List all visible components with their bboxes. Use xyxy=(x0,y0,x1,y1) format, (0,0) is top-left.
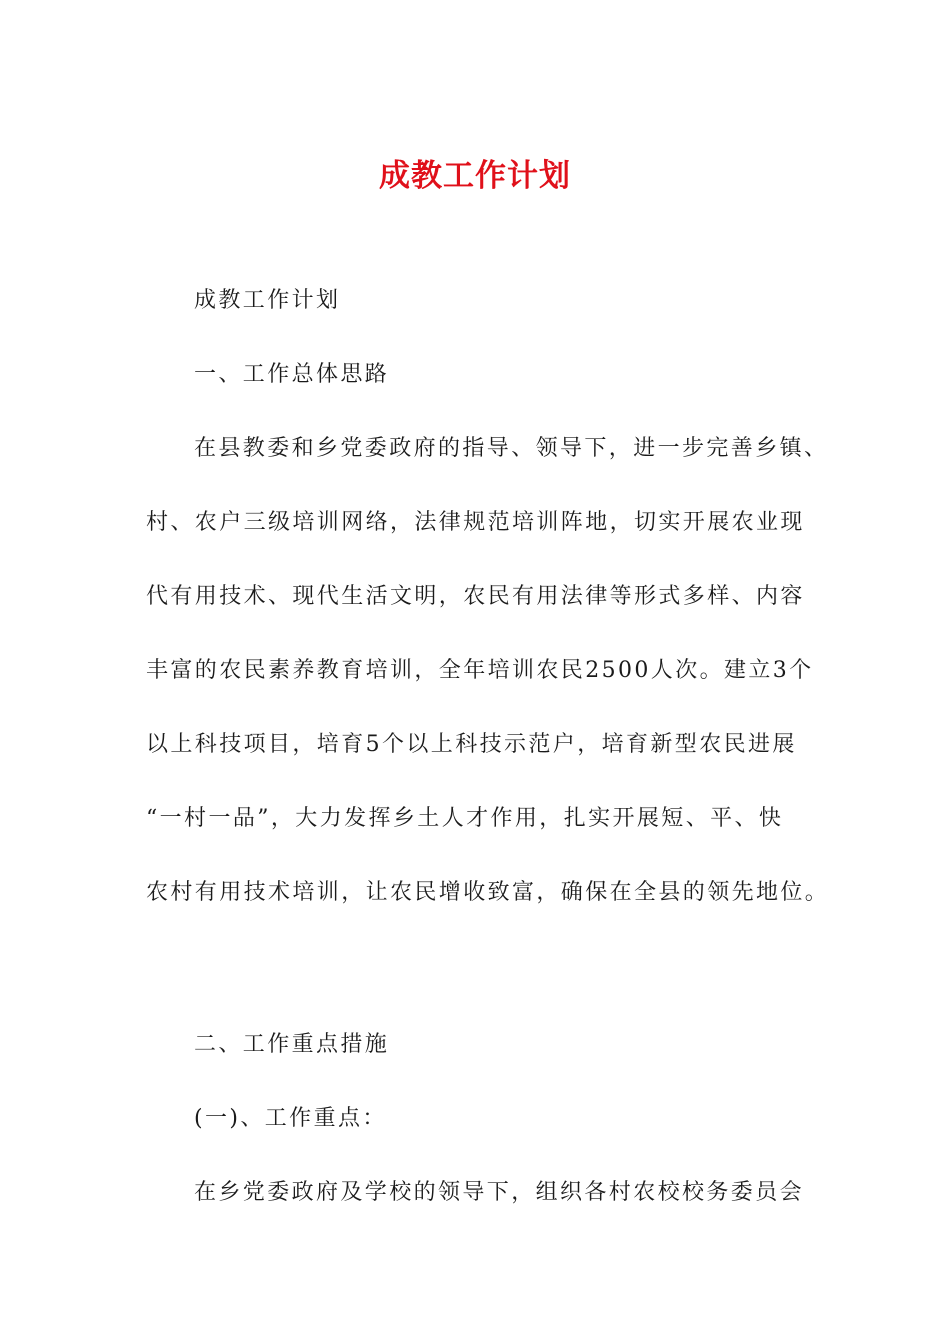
subtitle-line: 成教工作计划 xyxy=(194,288,341,313)
paragraph-line: 农村有用技术培训，让农民增收致富，确保在全县的领先地位。 xyxy=(146,880,830,905)
section-heading-1: 一、工作总体思路 xyxy=(194,362,390,387)
section-heading-2: 二、工作重点措施 xyxy=(194,1032,390,1057)
paragraph-line: 丰富的农民素养教育培训，全年培训农民2500人次。建立3个 xyxy=(146,658,814,683)
paragraph-line: 村、农户三级培训网络，法律规范培训阵地，切实开展农业现 xyxy=(146,510,805,535)
document-title: 成教工作计划 xyxy=(379,158,571,194)
paragraph-line: 代有用技术、现代生活文明，农民有用法律等形式多样、内容 xyxy=(146,584,805,609)
paragraph-line: 在乡党委政府及学校的领导下，组织各村农校校务委员会 xyxy=(194,1180,805,1205)
paragraph-line: 在县教委和乡党委政府的指导、领导下，进一步完善乡镇、 xyxy=(194,436,829,461)
subsection-heading: (一)、工作重点： xyxy=(194,1106,387,1131)
paragraph-line: “一村一品”，大力发挥乡土人才作用，扎实开展短、平、快 xyxy=(146,806,784,831)
paragraph-line: 以上科技项目，培育5个以上科技示范户，培育新型农民进展 xyxy=(146,732,797,757)
